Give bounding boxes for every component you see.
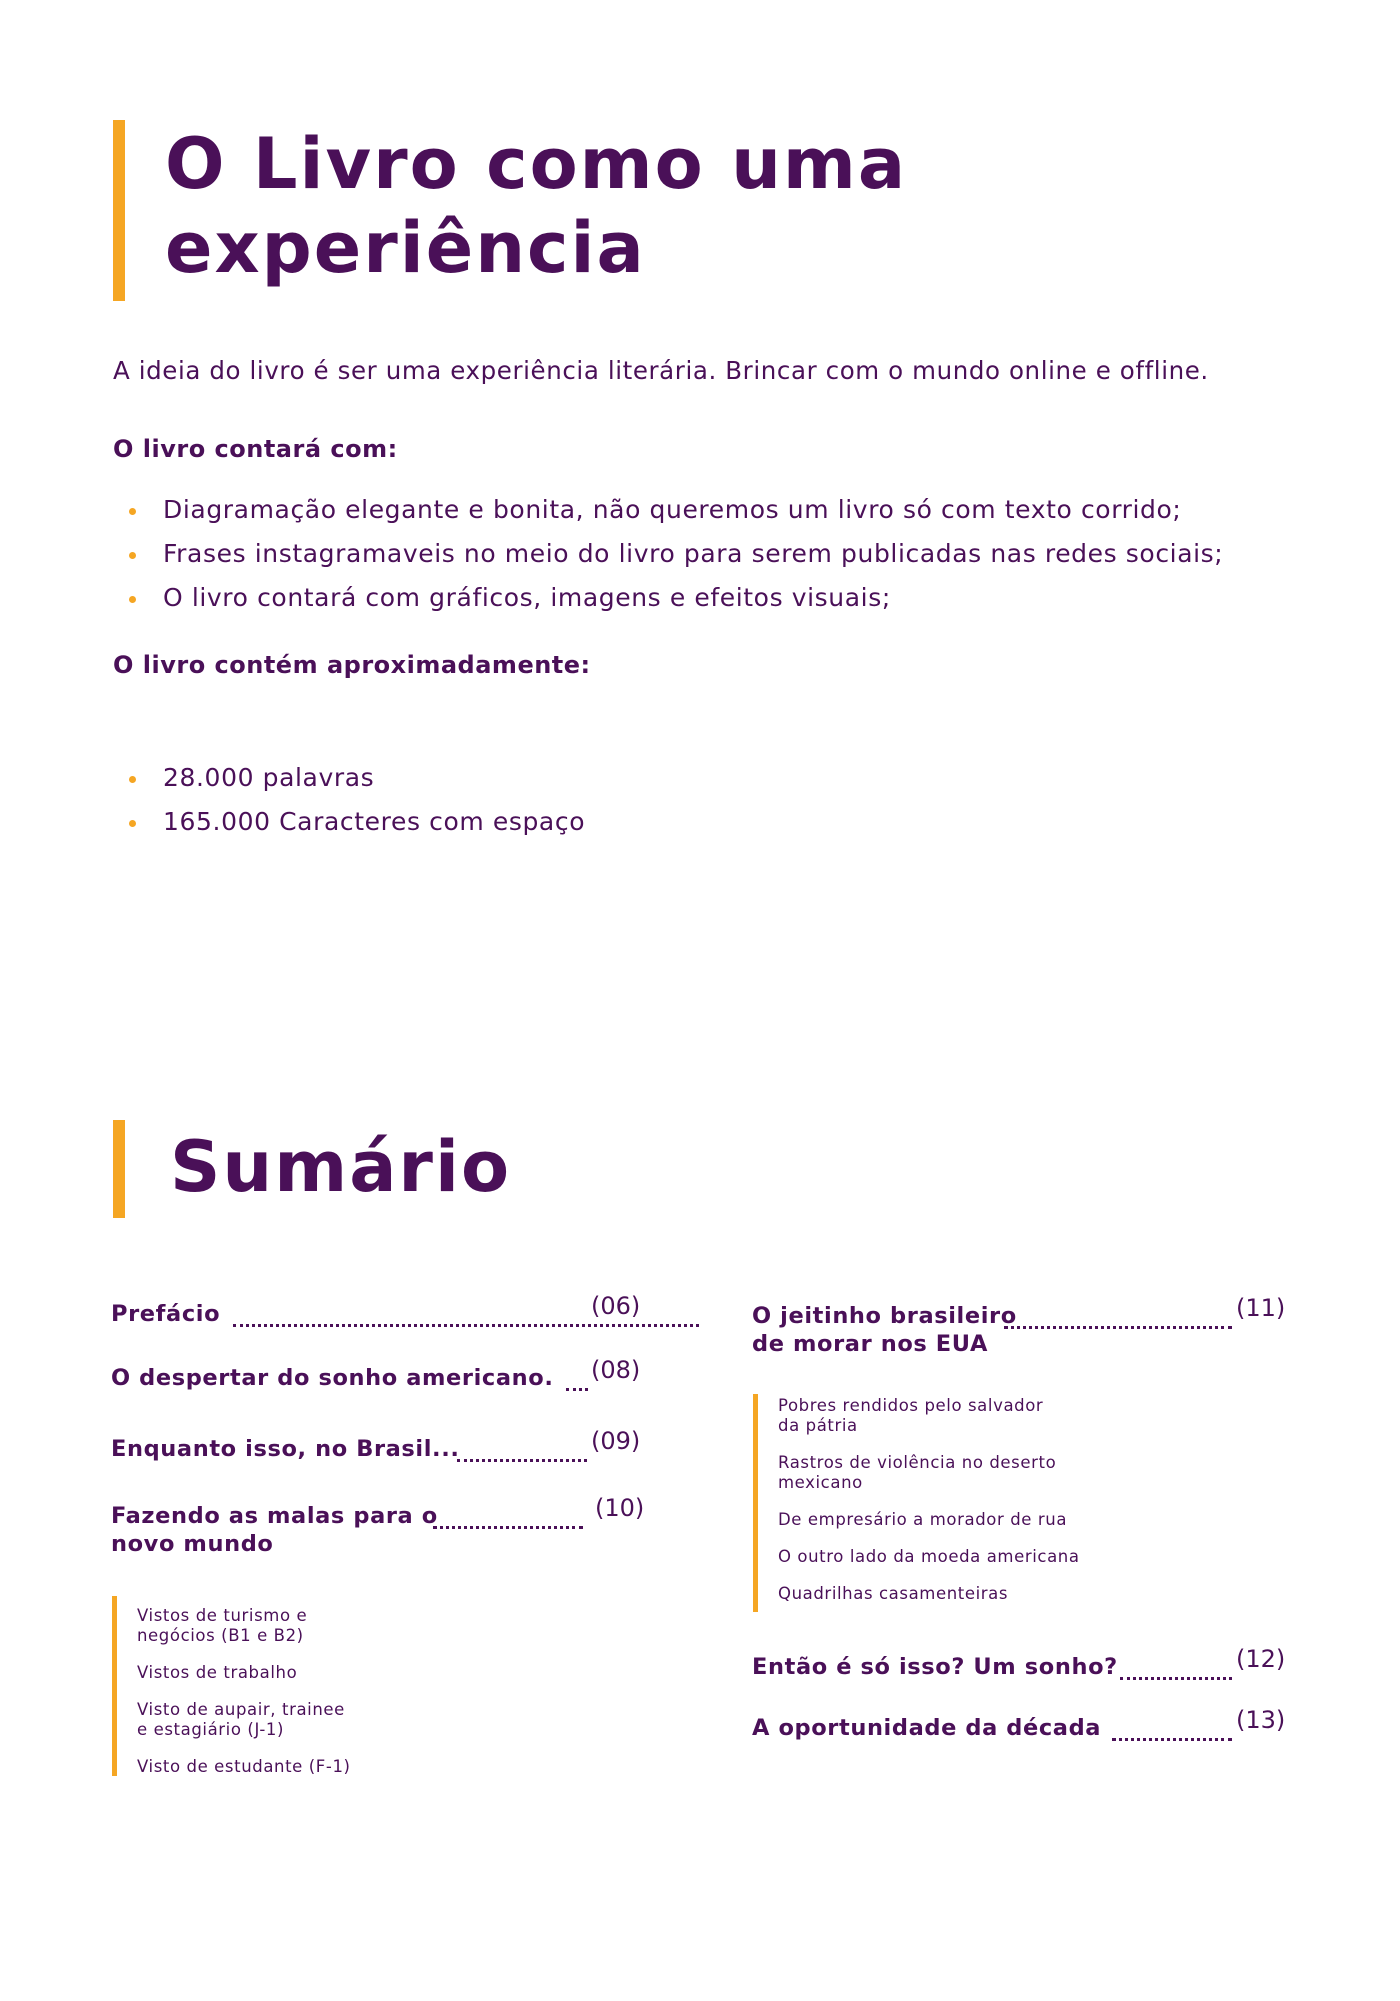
toc-leader-dots bbox=[457, 1459, 587, 1462]
toc-entry-title-line2: de morar nos EUA bbox=[752, 1331, 988, 1357]
toc-leader-dots bbox=[433, 1526, 583, 1529]
toc-subitem[interactable]: Vistos de trabalho bbox=[137, 1663, 298, 1682]
toc-subitem[interactable]: Quadrilhas casamenteiras bbox=[778, 1584, 1009, 1603]
stats-list bbox=[113, 756, 585, 844]
toc-entry-malas[interactable] bbox=[111, 1494, 645, 1562]
toc-entry-title: A oportunidade da década bbox=[752, 1715, 1102, 1741]
list-item: Diagramação elegante e bonita, não queremos um livro só com texto corrido; bbox=[113, 488, 1223, 532]
summary-accent-bar bbox=[113, 1120, 125, 1218]
toc-subitem[interactable]: Visto de aupair, trainee e estagiário (J-1) bbox=[137, 1700, 345, 1739]
list-item: Frases instagramaveis no meio do livro para serem publicadas nas redes sociais; bbox=[113, 532, 1223, 576]
toc-entry-title: Então é só isso? Um sonho? bbox=[752, 1654, 1118, 1680]
toc-entry-prefacio[interactable] bbox=[111, 1292, 643, 1334]
toc-entry-title-line1: O jeitinho brasileiro bbox=[752, 1303, 1017, 1329]
toc-subitem[interactable]: Rastros de violência no deserto mexicano bbox=[778, 1453, 1057, 1492]
toc-leader-dots bbox=[233, 1324, 699, 1327]
toc-page-number: (12) bbox=[1236, 1645, 1286, 1673]
toc-page-number: (10) bbox=[595, 1494, 645, 1522]
toc-page-number: (13) bbox=[1236, 1706, 1286, 1734]
toc-entry-sonho[interactable] bbox=[752, 1645, 1286, 1687]
list-item: 165.000 Caracteres com espaço bbox=[113, 800, 585, 844]
heading-accent-bar bbox=[113, 120, 125, 301]
toc-subitem[interactable]: O outro lado da moeda americana bbox=[778, 1547, 1080, 1566]
toc-leader-dots bbox=[566, 1388, 588, 1391]
stats-heading: O livro contém aproximadamente: bbox=[113, 651, 591, 679]
list-item: 28.000 palavras bbox=[113, 756, 585, 800]
toc-entry-title: Prefácio bbox=[111, 1301, 221, 1327]
toc-leader-dots bbox=[1112, 1738, 1232, 1741]
toc-entry-title bbox=[752, 1302, 1017, 1358]
toc-entry-title-line1: Fazendo as malas para o bbox=[111, 1503, 438, 1529]
summary-title: Sumário bbox=[170, 1126, 512, 1208]
toc-entry-despertar[interactable] bbox=[111, 1356, 643, 1398]
toc-leader-dots bbox=[1120, 1677, 1232, 1680]
section-title-line1: O Livro como uma bbox=[165, 123, 908, 205]
toc-entry-brasil[interactable] bbox=[111, 1427, 643, 1469]
toc-page-number: (11) bbox=[1236, 1294, 1286, 1322]
toc-page-number: (09) bbox=[591, 1427, 641, 1455]
toc-page-number: (06) bbox=[591, 1292, 641, 1320]
toc-subitem[interactable]: Vistos de turismo e negócios (B1 e B2) bbox=[137, 1606, 308, 1645]
toc-page-number: (08) bbox=[591, 1356, 641, 1384]
toc-entry-oportunidade[interactable] bbox=[752, 1706, 1286, 1748]
features-heading: O livro contará com: bbox=[113, 435, 398, 463]
toc-sublist-left bbox=[112, 1596, 397, 1776]
toc-entry-title: O despertar do sonho americano. bbox=[111, 1365, 554, 1391]
toc-sublist-right bbox=[753, 1394, 1098, 1612]
toc-leader-dots bbox=[1004, 1326, 1232, 1329]
toc-subitem[interactable]: De empresário a morador de rua bbox=[778, 1510, 1068, 1529]
toc-subitem[interactable]: Pobres rendidos pelo salvador da pátria bbox=[778, 1396, 1044, 1435]
list-item: O livro contará com gráficos, imagens e efeitos visuais; bbox=[113, 576, 1223, 620]
toc-entry-title: Enquanto isso, no Brasil... bbox=[111, 1436, 460, 1462]
toc-subitem[interactable]: Visto de estudante (F-1) bbox=[137, 1757, 351, 1776]
features-list bbox=[113, 488, 1223, 620]
intro-paragraph: A ideia do livro é ser uma experiência literária. Brincar com o mundo online e offline. bbox=[113, 356, 1209, 385]
toc-entry-title bbox=[111, 1502, 438, 1558]
toc-entry-jeitinho[interactable] bbox=[752, 1294, 1286, 1362]
section-title-line2: experiência bbox=[165, 207, 646, 289]
toc-entry-title-line2: novo mundo bbox=[111, 1531, 274, 1557]
section-title bbox=[165, 122, 907, 290]
